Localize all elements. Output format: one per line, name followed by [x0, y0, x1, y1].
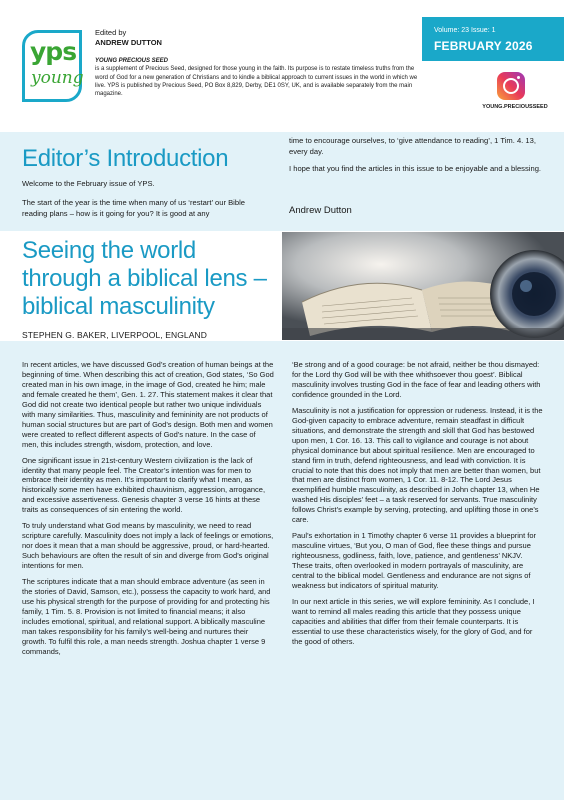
article-column-left: [22, 360, 274, 663]
social-handle[interactable]: YOUNG.PRECIOUSSEED: [482, 104, 548, 110]
publication-title: YOUNG PRECIOUS SEED: [95, 58, 169, 64]
article-byline: STEPHEN G. BAKER, LIVERPOOL, ENGLAND: [22, 330, 207, 340]
editor-intro-paragraph: The start of the year is the time when many of us ‘restart’ our Bible reading plans – how is it going for you? It is good at any: [22, 198, 245, 218]
editor-intro-paragraph: I hope that you find the articles in this issue to be enjoyable and a blessing.: [289, 164, 542, 173]
editor-intro-title: Editor’s Introduction: [22, 145, 229, 172]
body-paragraph: One significant issue in 21st-century Western civilization is the lack of identity that many people feel. The Creator’s intention was for men to embrace their identity as men. It’s important to clarify what I mean, as historically some men have exhibited chauvinism, aggression, arrogance, and excessive assertiveness. Genesis chapter 3 verse 16 hints at these traits as consequences of sin entering the world.: [22, 455, 266, 515]
editor-intro-paragraph: Welcome to the February issue of YPS.: [22, 179, 155, 188]
logo-sub-text: young: [31, 68, 84, 88]
article-title: Seeing the world through a biblical lens – biblical masculinity: [22, 237, 267, 320]
body-paragraph: In our next article in this series, we will explore femininity. As I conclude, I want to remind all males reading this article that they possess unique capacities and abilities that differ from their female counterparts. It is essential to use these characteristics wisely, for the glory of God, and for the good of others.: [292, 596, 535, 646]
editor-signature: Andrew Dutton: [289, 205, 352, 216]
article-column-right: [292, 360, 544, 653]
body-paragraph: ‘Be strong and of a good courage: be not afraid, neither be thou dismayed: for the Lord thy God will be with thee whithsoever thou goest’. Biblical masculinity involves trusting God in the face of fear and leading others with confidence grounded in the Lord.: [292, 360, 541, 399]
volume-issue: Volume: 23 Issue: 1: [434, 27, 496, 34]
body-paragraph: Paul’s exhortation in 1 Timothy chapter 6 verse 11 provides a blueprint for masculine virtues, ‘But you, O man of God, flee these things and pursue righteousness, godliness, faith, love, patience, and gentleness’ NKJV. These traits, often overlooked in modern portrayals of masculinity, are central to the biblical model. Gentleness and endurance are not signs of weakness but indicators of spiritual maturity.: [292, 531, 537, 591]
issue-date: FEBRUARY 2026: [434, 39, 533, 53]
yps-young-logo: [22, 30, 82, 102]
edited-by-block: [95, 28, 162, 48]
editor-intro-paragraph: time to encourage ourselves, to ‘give attendance to reading’, 1 Tim. 4. 13, every day.: [289, 136, 536, 156]
issue-box: [422, 17, 564, 61]
edited-by-label: Edited by: [95, 28, 127, 37]
instagram-icon[interactable]: [497, 72, 525, 100]
body-paragraph: In recent articles, we have discussed God’s creation of human beings at the beginning of time. When describing this act of creation, God states, ‘So God created man in his own image, in the image of God, created he him; male and female created he them’, Gen. 1. 27. This statement makes it clear that God did not create two identical people but rather two unique individuals with many similarities. Thus, masculinity and femininity are not products of human social structures but are part of God’s design. Both men and women were created to reflect different aspects of God’s nature. In the case of men, this includes strength, wisdom, protection, and love.: [22, 360, 274, 449]
body-paragraph: To truly understand what God means by masculinity, we need to read scripture carefully. Masculinity does not imply a lack of feelings or emotions, nor does it mean that a man should be aggressive, proud, or hard-hearted. Such behaviours are often the result of sin and diverge from God’s original intentions for men.: [22, 521, 274, 571]
body-paragraph: Masculinity is not a justification for oppression or rudeness. Instead, it is the God-given capacity to embrace adventure, remain steadfast in difficult situations, and demonstrate the strength and skill that God has bestowed upon men, 1 Cor. 16. 13. This call to vigilance and courage is not about physical dominance but about spiritual resilience. Men are encouraged to stand firm in truth, defend righteousness, and lead with conviction. It is crucial to note that this does not imply that men are better than women, but that men are distinct from women, 1 Cor. 11. 8-12. The Lord Jesus exemplified humble masculinity, as described in John chapter 13, when He washed His disciples’ feet – a task reserved for servants. True masculinity follows Christ’s example by serving, protecting, and uplifting those in one’s care.: [292, 405, 543, 525]
logo-main-text: yps: [30, 37, 77, 66]
body-paragraph: The scriptures indicate that a man should embrace adventure (as seen in the stories of David, Samson, etc.), possess the capacity to work hard, and use his physical strength for the purpose of providing for and protecting his family, 1 Tim. 5. 8. Provision is not limited to financial means; it also includes emotional, spiritual, and relational support. A biblically masculine man takes responsibility for his family’s well-being and nurtures their growth. To fulfil this role, a man needs strength. Joshua chapter 1 verse 9 commands,: [22, 577, 271, 656]
footer-strip: [0, 787, 564, 800]
bible-lens-image: [282, 232, 564, 340]
publication-description: is a supplement of Precious Seed, designed for those young in the faith. Its purpose is to restate timeless truths from the word of God for a new generation of Christians and to kindle a biblical approach to current issues in the world in which we live. YPS is published by Precious Seed, PO Box 8,829, Derby, DE1 0SY, UK, and is available separately from the main magazine.: [95, 66, 418, 98]
editor-name: ANDREW DUTTON: [95, 38, 162, 47]
publication-blurb: [95, 57, 425, 98]
